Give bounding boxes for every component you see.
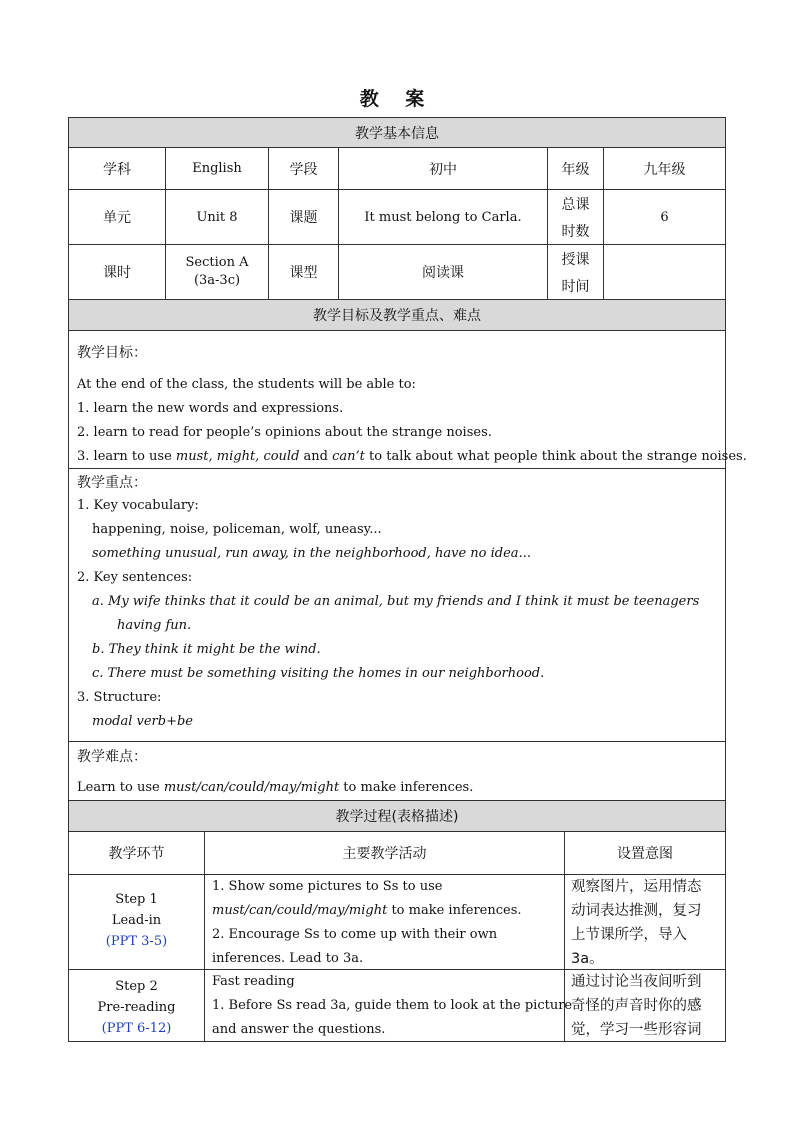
key-sentence-b-text: b. They think it might be the wind.: [92, 642, 321, 657]
total-hours-label-line1: 总课: [561, 197, 590, 213]
step2-ppt: (PPT 6-12): [101, 1021, 172, 1036]
objectives-title: 教学目标：: [77, 345, 147, 361]
key-vocabulary-title: 1. Key vocabulary:: [77, 498, 199, 513]
step1-activity-line2-text: to make inferences.: [387, 903, 522, 918]
period-value-line1: Section A: [185, 255, 249, 270]
difficulties-text-a: Learn to use: [77, 780, 164, 795]
subject-label: 学科: [68, 147, 166, 190]
stage-value: 初中: [338, 147, 548, 190]
structure-value-text: modal verb+be: [92, 714, 193, 729]
step2-stage-text: [69, 976, 204, 1039]
grade-value: 九年级: [603, 147, 726, 190]
objective-1: 1. learn the new words and expressions.: [77, 401, 344, 416]
step2-purpose-line1: 通过讨论当夜间听到: [571, 974, 702, 990]
subject-value: English: [165, 147, 269, 190]
key-sentence-a: [92, 592, 699, 612]
step2-purpose: [564, 969, 726, 1042]
key-points-title: 教学重点：: [77, 475, 147, 491]
step2-purpose-line3: 觉，学习一些形容词: [571, 1022, 702, 1038]
period-value-line2: (3a-3c): [193, 273, 241, 288]
step1-stage: [68, 874, 205, 970]
key-vocabulary-phrases: [92, 544, 531, 564]
difficulties-text: [77, 778, 473, 798]
step1-activity-line4: inferences. Lead to 3a.: [212, 951, 364, 966]
step1-number: Step 1: [115, 892, 158, 907]
topic-value: It must belong to Carla.: [338, 189, 548, 245]
step1-activities: [204, 874, 565, 970]
step2-activity-line3: and answer the questions.: [212, 1022, 386, 1037]
step2-number: Step 2: [115, 979, 158, 994]
step1-purpose: [564, 874, 726, 970]
teaching-time-label: [547, 244, 604, 300]
difficulties-modals: must/can/could/may/might: [163, 780, 340, 795]
stage-label: 学段: [268, 147, 339, 190]
step2-activities-text: [212, 970, 572, 1042]
step2-name: Pre-reading: [97, 1000, 176, 1015]
document-title: 教 案: [359, 88, 435, 110]
key-sentence-a-line2: having fun.: [117, 618, 192, 633]
structure-value: [92, 712, 193, 732]
step1-activity-line2: [212, 899, 522, 923]
step1-stage-text: [69, 889, 204, 952]
step1-ppt: (PPT 3-5): [105, 934, 168, 949]
column-activities: 主要教学活动: [204, 831, 565, 875]
step1-purpose-line4: 3a。: [571, 951, 604, 967]
key-vocabulary-phrases-text: something unusual, run away, in the neighborhood, have no idea...: [92, 546, 531, 561]
unit-value: Unit 8: [165, 189, 269, 245]
period-label: 课时: [68, 244, 166, 300]
difficulties-block: [68, 741, 726, 801]
process-header: 教学过程(表格描述): [68, 800, 726, 832]
objective-3-text-c: to talk about what people think about the strange noises.: [364, 449, 747, 464]
teaching-time-value: [603, 244, 726, 300]
objective-3-text-a: 3. learn to use: [77, 449, 176, 464]
objective-3-text-b: and: [299, 449, 333, 464]
step2-activity-line2: 1. Before Ss read 3a, guide them to look at the picture: [212, 998, 573, 1013]
topic-label: 课题: [268, 189, 339, 245]
lesson-type-value: 阅读课: [338, 244, 548, 300]
step1-purpose-line2: 动词表达推测，复习: [571, 903, 702, 919]
lesson-type-label: 课型: [268, 244, 339, 300]
teaching-time-label-line2: 时间: [561, 279, 590, 295]
period-value: [165, 244, 269, 300]
grade-label: 年级: [547, 147, 604, 190]
step2-purpose-line2: 奇怪的声音时你的感: [571, 998, 702, 1014]
step1-purpose-line1: 观察图片，运用情态: [571, 879, 702, 895]
basic-info-header: 教学基本信息: [68, 117, 726, 148]
objectives-block: [68, 330, 747, 469]
column-purpose: 设置意图: [564, 831, 726, 875]
step1-activity-line3: 2. Encourage Ss to come up with their own: [212, 927, 498, 942]
total-hours-label-line2: 时数: [561, 224, 590, 240]
key-sentence-a-cont: [117, 616, 191, 636]
key-sentence-b: [92, 640, 321, 660]
structure-title: 3. Structure:: [77, 690, 162, 705]
difficulties-text-b: to make inferences.: [339, 780, 474, 795]
objectives-intro: At the end of the class, the students will be able to:: [77, 377, 416, 392]
key-sentence-a-line1: a. My wife thinks that it could be an animal, but my friends and I think it must be teenagers: [92, 594, 700, 609]
key-sentences-title: 2. Key sentences:: [77, 570, 193, 585]
objective-3: [77, 447, 747, 467]
total-hours-value: 6: [603, 189, 726, 245]
total-hours-label: [547, 189, 604, 245]
unit-label: 单元: [68, 189, 166, 245]
column-stage: 教学环节: [68, 831, 205, 875]
step1-purpose-text: [571, 875, 702, 971]
objective-2: 2. learn to read for people’s opinions about the strange noises.: [77, 425, 492, 440]
key-sentence-c-text: c. There must be something visiting the homes in our neighborhood.: [92, 666, 545, 681]
objectives-header: 教学目标及教学重点、难点: [68, 299, 726, 331]
difficulties-title: 教学难点：: [77, 749, 147, 765]
step2-stage: [68, 969, 205, 1042]
step1-purpose-line3: 上节课所学，导入: [571, 927, 687, 943]
teaching-time-label-line1: 授课: [561, 252, 590, 268]
objective-3-modals: must, might, could: [175, 449, 300, 464]
step2-activities: [204, 969, 573, 1042]
step1-activity-line1: 1. Show some pictures to Ss to use: [212, 879, 443, 894]
objective-3-cant: can’t: [332, 449, 365, 464]
step2-activity-line1: Fast reading: [212, 974, 295, 989]
key-vocabulary-words: happening, noise, policeman, wolf, uneasy...: [92, 522, 382, 537]
step2-purpose-text: [571, 970, 702, 1042]
key-sentence-c: [92, 664, 544, 684]
step1-modals: must/can/could/may/might: [212, 903, 388, 918]
key-points-block: [68, 468, 726, 742]
step1-name: Lead-in: [111, 913, 162, 928]
step1-activities-text: [212, 875, 522, 971]
